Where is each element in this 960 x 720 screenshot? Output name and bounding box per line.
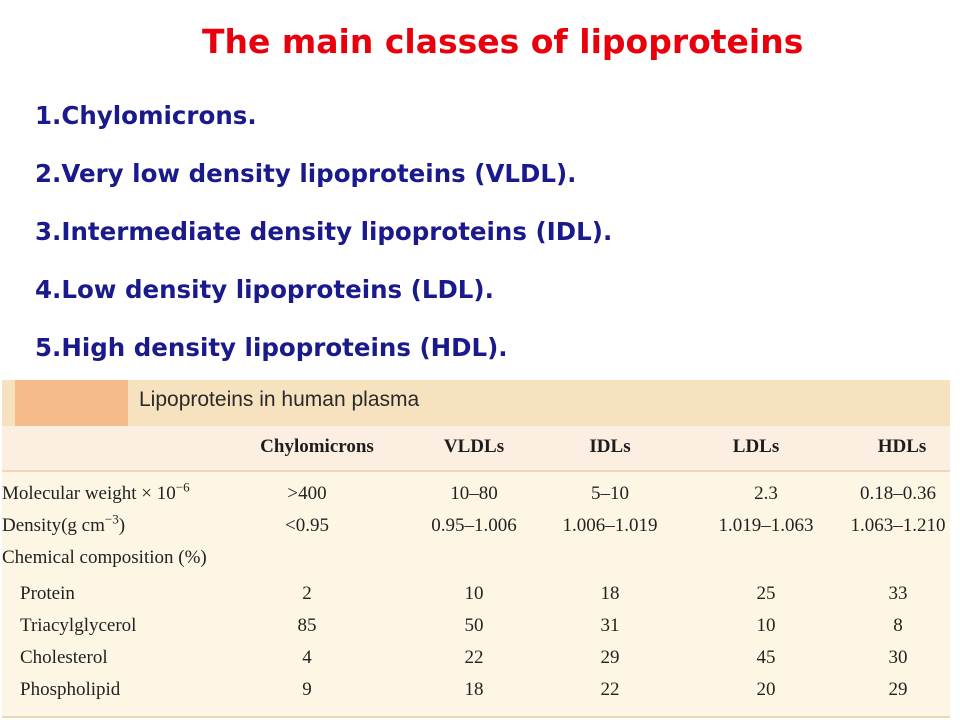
row-label-text: Chemical composition (%)	[2, 547, 207, 568]
table-cell: 2	[302, 583, 312, 604]
row-label	[2, 547, 207, 569]
table-cell: 29	[888, 679, 908, 700]
table-row	[2, 580, 950, 612]
slide-title: The main classes of lipoproteins	[202, 22, 804, 61]
table-cell: 22	[464, 647, 484, 668]
table-cell: 5–10	[591, 483, 629, 504]
table-cell: 30	[888, 647, 908, 668]
row-label	[20, 615, 136, 637]
table-cell: <0.95	[285, 515, 329, 536]
table-cell: 4	[302, 647, 312, 668]
table-row	[2, 612, 950, 644]
row-label-text: Phospholipid	[20, 679, 121, 700]
table-cell: 2.3	[754, 483, 778, 504]
row-label-text: Triacylglycerol	[20, 615, 137, 636]
row-label-tail: )	[118, 515, 126, 536]
table-row	[2, 676, 950, 708]
table-caption-band	[2, 380, 950, 426]
table-cell: 29	[600, 647, 620, 668]
row-label-text: Cholesterol	[20, 647, 108, 668]
list-item: 2.Very low density lipoproteins (VLDL).	[35, 159, 577, 188]
row-label	[2, 479, 190, 505]
table-cell: 1.063–1.210	[850, 515, 946, 536]
table-cell: 1.006–1.019	[562, 515, 658, 536]
list-item: 5.High density lipoproteins (HDL).	[35, 333, 508, 362]
table-header-row	[2, 426, 950, 472]
table-cell: 50	[464, 615, 484, 636]
row-label	[20, 583, 75, 605]
table-cell: 22	[600, 679, 620, 700]
table-cell: 1.019–1.063	[718, 515, 814, 536]
table-cell: 10	[464, 583, 484, 604]
column-header: VLDLs	[443, 436, 505, 457]
table-row	[2, 644, 950, 676]
table-cell: 0.95–1.006	[431, 515, 517, 536]
lipoprotein-class-list	[35, 98, 612, 388]
row-label-exponent: −6	[175, 479, 190, 495]
list-item: 1.Chylomicrons.	[35, 101, 257, 130]
table-cell: 85	[297, 615, 317, 636]
row-label-text: Protein	[20, 583, 75, 604]
column-header: Chylomicrons	[260, 436, 374, 457]
table-cell: 8	[893, 615, 903, 636]
table-cell: 33	[888, 583, 908, 604]
table-cell: 10–80	[450, 483, 498, 504]
table-cell: 18	[464, 679, 484, 700]
table-cell: 45	[756, 647, 776, 668]
table-caption: Lipoproteins in human plasma	[139, 388, 420, 411]
table-row	[2, 480, 950, 512]
caption-swatch	[15, 380, 128, 426]
table-cell: 25	[756, 583, 776, 604]
column-header: LDLs	[732, 436, 780, 457]
row-label	[2, 511, 126, 537]
table-cell: 20	[756, 679, 776, 700]
lipoprotein-table	[2, 380, 950, 718]
column-header: HDLs	[877, 436, 927, 457]
table-cell: 18	[600, 583, 620, 604]
row-label	[20, 647, 108, 669]
list-item: 3.Intermediate density lipoproteins (IDL).	[35, 217, 613, 246]
table-row	[2, 512, 950, 544]
column-header: IDLs	[589, 436, 631, 457]
list-item: 4.Low density lipoproteins (LDL).	[35, 275, 494, 304]
table-cell: 10	[756, 615, 776, 636]
row-label-text: Density(g cm	[2, 515, 105, 536]
row-label	[20, 679, 120, 701]
table-cell: 31	[600, 615, 620, 636]
table-cell: 0.18–0.36	[860, 483, 936, 504]
table-cell: 9	[302, 679, 312, 700]
row-label-exponent: −3	[104, 511, 119, 527]
table-row	[2, 544, 950, 576]
table-cell: >400	[287, 483, 327, 504]
row-label-text: Molecular weight × 10	[2, 483, 176, 504]
